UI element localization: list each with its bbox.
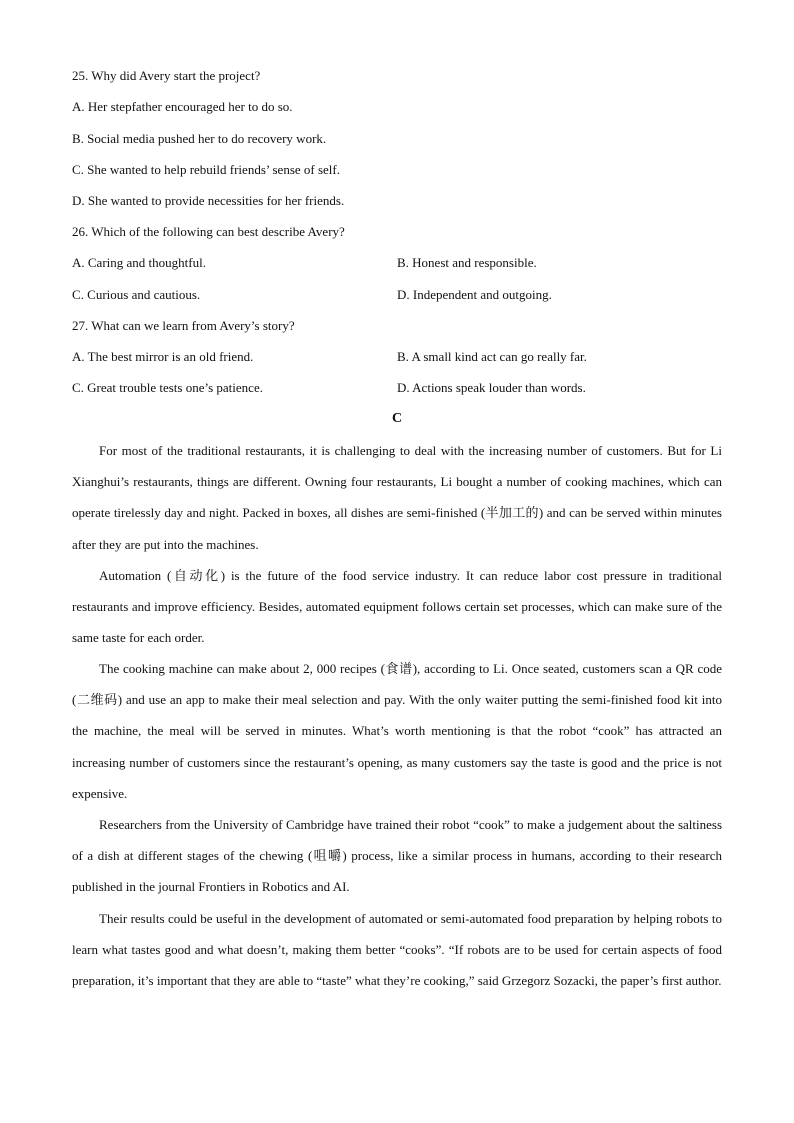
passage-paragraph-1: For most of the traditional restaurants, it is challenging to deal with the increasing number of customers. But for Li Xianghui’s restaurants, things are different. Owning four restaurants, Li bought a number of cooking machines, which can operate tirelessly day and night. Packed in boxes, all dishes are semi-finished (半加工的) and can be served within minutes after they are put into the machines. xyxy=(72,443,722,552)
question-25-option-b: B. Social media pushed her to do recovery work. xyxy=(72,131,327,146)
question-26-stem: 26. Which of the following can best describe Avery? xyxy=(72,224,345,239)
passage-paragraph-5: Their results could be useful in the development of automated or semi-automated food preparation by helping robots to learn what tastes good and what doesn’t, making them better “cooks”. “If robots are to be used for certain aspects of food preparation, it’s important that they are able to “taste” what they’re cooking,” said Grzegorz Sozacki, the paper’s first author. xyxy=(72,911,722,989)
question-25-stem: 25. Why did Avery start the project? xyxy=(72,68,261,83)
question-27-option-c: C. Great trouble tests one’s patience. xyxy=(72,380,263,395)
question-27-option-b: B. A small kind act can go really far. xyxy=(397,349,587,364)
question-26-option-a: A. Caring and thoughtful. xyxy=(72,255,206,270)
passage-paragraph-3: The cooking machine can make about 2, 000 recipes (食谱), according to Li. Once seated, customers scan a QR code (二维码) and use an app to make their meal selection and pay. With the only waiter putting the semi-finished food kit into the machine, the meal will be served in minutes. What’s worth mentioning is that the robot “cook” has attracted an increasing number of customers since the restaurant’s opening, as many customers say the taste is good and the price is not expensive. xyxy=(72,661,722,801)
question-25-option-d: D. She wanted to provide necessities for her friends. xyxy=(72,193,345,208)
question-25-option-a: A. Her stepfather encouraged her to do so. xyxy=(72,99,293,114)
passage-paragraph-2: Automation (自动化) is the future of the food service industry. It can reduce labor cost pressure in traditional restaurants and improve efficiency. Besides, automated equipment follows certain set processes, which can make sure of the same taste for each order. xyxy=(72,568,722,646)
question-27-option-d: D. Actions speak louder than words. xyxy=(397,380,586,395)
question-27-option-a: A. The best mirror is an old friend. xyxy=(72,349,254,364)
question-25-option-c: C. She wanted to help rebuild friends’ sense of self. xyxy=(72,162,340,177)
passage-paragraph-4: Researchers from the University of Cambridge have trained their robot “cook” to make a judgement about the saltiness of a dish at different stages of the chewing (咀嚼) process, like a similar process in humans, according to their research published in the journal Frontiers in Robotics and AI. xyxy=(72,817,722,895)
section-title: C xyxy=(391,411,403,426)
question-27-stem: 27. What can we learn from Avery’s story? xyxy=(72,318,295,333)
question-26-option-c: C. Curious and cautious. xyxy=(72,287,201,302)
question-26-option-d: D. Independent and outgoing. xyxy=(397,287,552,302)
question-26-option-b: B. Honest and responsible. xyxy=(397,255,537,270)
